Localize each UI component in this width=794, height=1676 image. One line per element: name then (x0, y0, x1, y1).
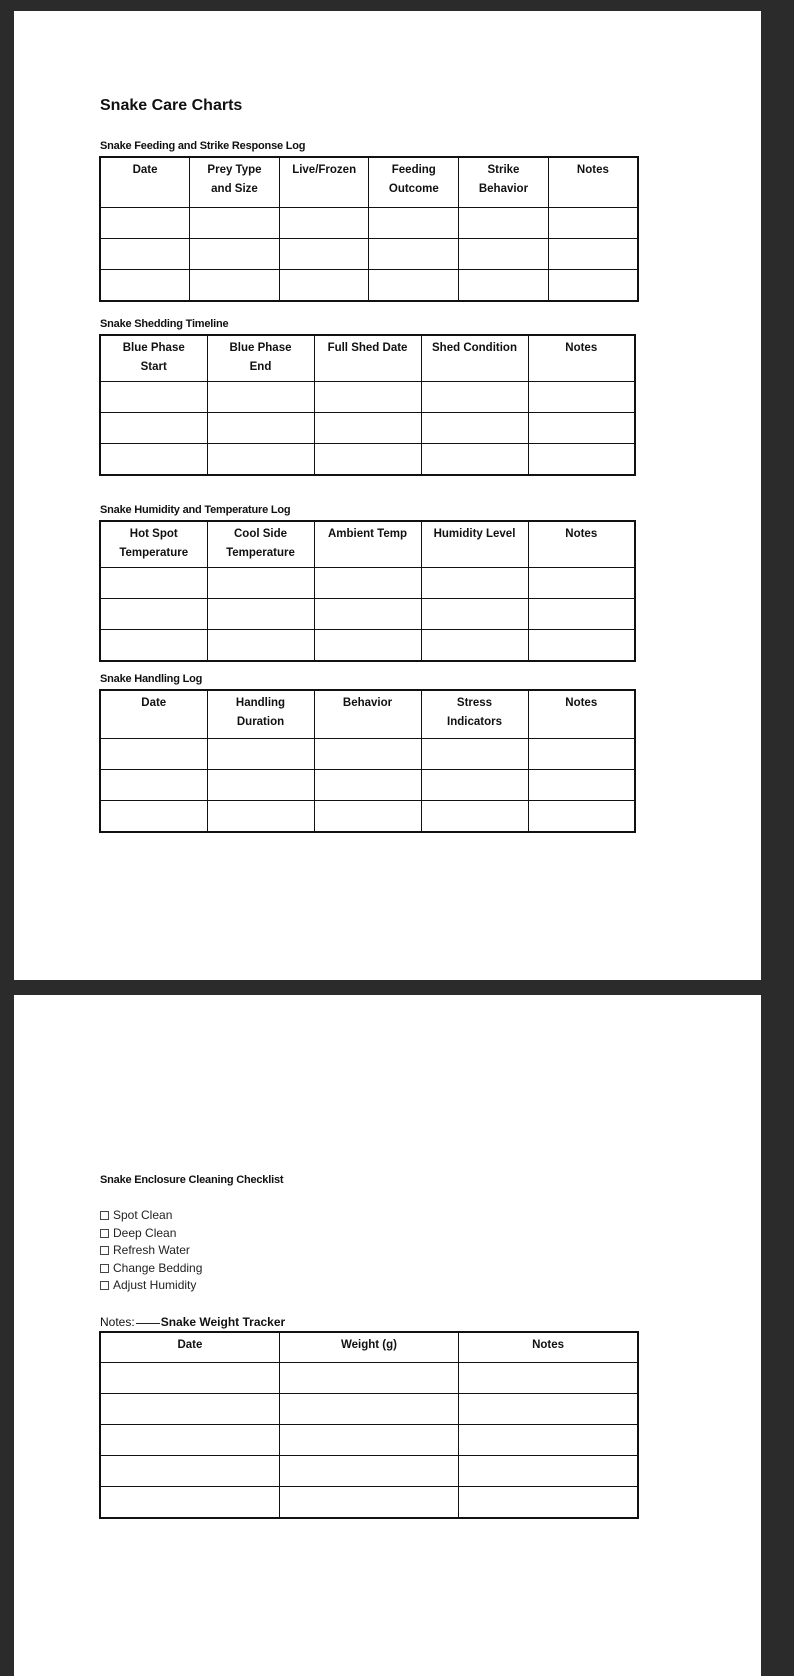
table-cell[interactable] (100, 443, 207, 475)
table-cell[interactable] (207, 769, 314, 800)
column-header: Hot Spot Temperature (100, 521, 207, 567)
table-cell[interactable] (190, 269, 280, 301)
checkbox-icon[interactable] (100, 1246, 109, 1255)
table-cell[interactable] (100, 412, 207, 443)
table-cell[interactable] (369, 238, 459, 269)
table-row (100, 238, 638, 269)
table-cell[interactable] (314, 443, 421, 475)
table-cell[interactable] (421, 443, 528, 475)
column-header: Prey Type and Size (190, 157, 280, 207)
checklist-item (100, 1225, 202, 1243)
humidity-temperature-log-title: Snake Humidity and Temperature Log (100, 504, 291, 516)
table-cell[interactable] (314, 769, 421, 800)
table-cell[interactable] (528, 567, 635, 598)
table-cell[interactable] (369, 207, 459, 238)
handling-log-table (99, 689, 636, 833)
column-header: Notes (528, 335, 635, 381)
table-cell[interactable] (279, 1455, 458, 1486)
table-row (100, 1455, 638, 1486)
checklist-item (100, 1277, 202, 1295)
table-cell[interactable] (100, 207, 190, 238)
table-cell[interactable] (459, 1424, 638, 1455)
table-row (100, 1486, 638, 1518)
table-header-row (100, 157, 638, 207)
table-cell[interactable] (100, 238, 190, 269)
table-cell[interactable] (528, 738, 635, 769)
table-cell[interactable] (279, 1486, 458, 1518)
table-cell[interactable] (207, 381, 314, 412)
table-cell[interactable] (421, 769, 528, 800)
table-row (100, 738, 635, 769)
cleaning-checklist-title: Snake Enclosure Cleaning Checklist (100, 1174, 284, 1186)
table-cell[interactable] (100, 738, 207, 769)
notes-line (100, 1315, 285, 1329)
table-cell[interactable] (100, 1393, 279, 1424)
table-cell[interactable] (207, 567, 314, 598)
table-row (100, 412, 635, 443)
table-cell[interactable] (207, 443, 314, 475)
checklist-item-label: Deep Clean (113, 1225, 177, 1240)
table-cell[interactable] (279, 1362, 458, 1393)
handling-log-title: Snake Handling Log (100, 673, 203, 685)
column-header: Behavior (314, 690, 421, 738)
column-header: Weight (g) (279, 1332, 458, 1362)
table-row (100, 598, 635, 629)
table-cell[interactable] (100, 629, 207, 661)
column-header: Date (100, 157, 190, 207)
checklist-item-label: Refresh Water (113, 1243, 190, 1257)
table-cell[interactable] (207, 738, 314, 769)
table-cell[interactable] (279, 269, 369, 301)
table-cell[interactable] (421, 738, 528, 769)
notes-label: Notes: (100, 1315, 135, 1329)
table-cell[interactable] (528, 769, 635, 800)
column-header: Stress Indicators (421, 690, 528, 738)
table-cell[interactable] (528, 629, 635, 661)
table-row (100, 269, 638, 301)
column-header: Notes (459, 1332, 638, 1362)
table-cell[interactable] (421, 800, 528, 832)
checklist-item-label: Change Bedding (113, 1260, 203, 1275)
table-cell[interactable] (528, 800, 635, 832)
table-cell[interactable] (314, 567, 421, 598)
table-cell[interactable] (100, 1424, 279, 1455)
table-cell[interactable] (314, 412, 421, 443)
checklist-item (100, 1207, 202, 1225)
table-cell[interactable] (207, 598, 314, 629)
column-header: Cool Side Temperature (207, 521, 314, 567)
table-cell[interactable] (100, 269, 190, 301)
table-cell[interactable] (207, 412, 314, 443)
column-header: Shed Condition (421, 335, 528, 381)
column-header: Date (100, 690, 207, 738)
table-cell[interactable] (459, 1393, 638, 1424)
cleaning-checklist (100, 1207, 202, 1295)
table-cell[interactable] (369, 269, 459, 301)
document-page-1 (14, 11, 761, 980)
column-header: Notes (528, 690, 635, 738)
feeding-log-title: Snake Feeding and Strike Response Log (100, 140, 306, 152)
checkbox-icon[interactable] (100, 1281, 109, 1290)
table-cell[interactable] (528, 412, 635, 443)
column-header: Notes (548, 157, 638, 207)
table-cell[interactable] (528, 381, 635, 412)
table-cell[interactable] (314, 738, 421, 769)
humidity-temperature-log-table (99, 520, 636, 662)
table-cell[interactable] (100, 598, 207, 629)
table-cell[interactable] (459, 1486, 638, 1518)
column-header: Blue Phase End (207, 335, 314, 381)
table-cell[interactable] (459, 1455, 638, 1486)
column-header: Handling Duration (207, 690, 314, 738)
table-cell[interactable] (279, 1393, 458, 1424)
column-header: Feeding Outcome (369, 157, 459, 207)
table-header-row (100, 1332, 638, 1362)
weight-tracker-title: Snake Weight Tracker (160, 1315, 286, 1329)
table-row (100, 1393, 638, 1424)
table-cell[interactable] (459, 207, 549, 238)
table-cell[interactable] (459, 1362, 638, 1393)
table-cell[interactable] (190, 238, 280, 269)
table-cell[interactable] (421, 381, 528, 412)
table-cell[interactable] (548, 238, 638, 269)
checklist-item-label: Spot Clean (113, 1208, 173, 1222)
table-header-row (100, 335, 635, 381)
table-row (100, 769, 635, 800)
table-cell[interactable] (314, 629, 421, 661)
table-cell[interactable] (314, 800, 421, 832)
table-cell[interactable] (314, 598, 421, 629)
table-cell[interactable] (459, 269, 549, 301)
table-header-row (100, 521, 635, 567)
table-cell[interactable] (279, 1424, 458, 1455)
table-cell[interactable] (421, 629, 528, 661)
table-row (100, 381, 635, 412)
table-cell[interactable] (279, 207, 369, 238)
column-header: Live/Frozen (279, 157, 369, 207)
checklist-item-label: Adjust Humidity (113, 1278, 197, 1292)
column-header: Humidity Level (421, 521, 528, 567)
table-cell[interactable] (100, 1455, 279, 1486)
table-header-row (100, 690, 635, 738)
table-row (100, 800, 635, 832)
checkbox-icon[interactable] (100, 1211, 109, 1220)
table-cell[interactable] (190, 207, 280, 238)
table-row (100, 443, 635, 475)
notes-blank-line (136, 1323, 160, 1324)
table-row (100, 1424, 638, 1455)
table-cell[interactable] (100, 567, 207, 598)
table-cell[interactable] (421, 598, 528, 629)
checkbox-icon[interactable] (100, 1264, 109, 1273)
table-cell[interactable] (279, 238, 369, 269)
table-cell[interactable] (548, 207, 638, 238)
table-row (100, 567, 635, 598)
table-cell[interactable] (459, 238, 549, 269)
column-header: Strike Behavior (459, 157, 549, 207)
weight-tracker-table (99, 1331, 639, 1519)
table-cell[interactable] (421, 412, 528, 443)
column-header: Date (100, 1332, 279, 1362)
table-cell[interactable] (100, 381, 207, 412)
table-cell[interactable] (314, 381, 421, 412)
column-header: Notes (528, 521, 635, 567)
table-cell[interactable] (528, 598, 635, 629)
column-header: Full Shed Date (314, 335, 421, 381)
table-cell[interactable] (100, 800, 207, 832)
column-header: Ambient Temp (314, 521, 421, 567)
table-cell[interactable] (421, 567, 528, 598)
document-title: Snake Care Charts (100, 97, 243, 114)
table-cell[interactable] (207, 629, 314, 661)
document-page-2 (14, 995, 761, 1676)
checklist-item (100, 1242, 202, 1260)
checkbox-icon[interactable] (100, 1229, 109, 1238)
feeding-log-table (99, 156, 639, 302)
table-cell[interactable] (528, 443, 635, 475)
shedding-timeline-title: Snake Shedding Timeline (100, 318, 229, 330)
column-header: Blue Phase Start (100, 335, 207, 381)
shedding-timeline-table (99, 334, 636, 476)
table-row (100, 207, 638, 238)
table-cell[interactable] (100, 769, 207, 800)
table-cell[interactable] (548, 269, 638, 301)
checklist-item (100, 1260, 202, 1278)
table-row (100, 629, 635, 661)
table-cell[interactable] (100, 1362, 279, 1393)
table-row (100, 1362, 638, 1393)
table-cell[interactable] (100, 1486, 279, 1518)
table-cell[interactable] (207, 800, 314, 832)
